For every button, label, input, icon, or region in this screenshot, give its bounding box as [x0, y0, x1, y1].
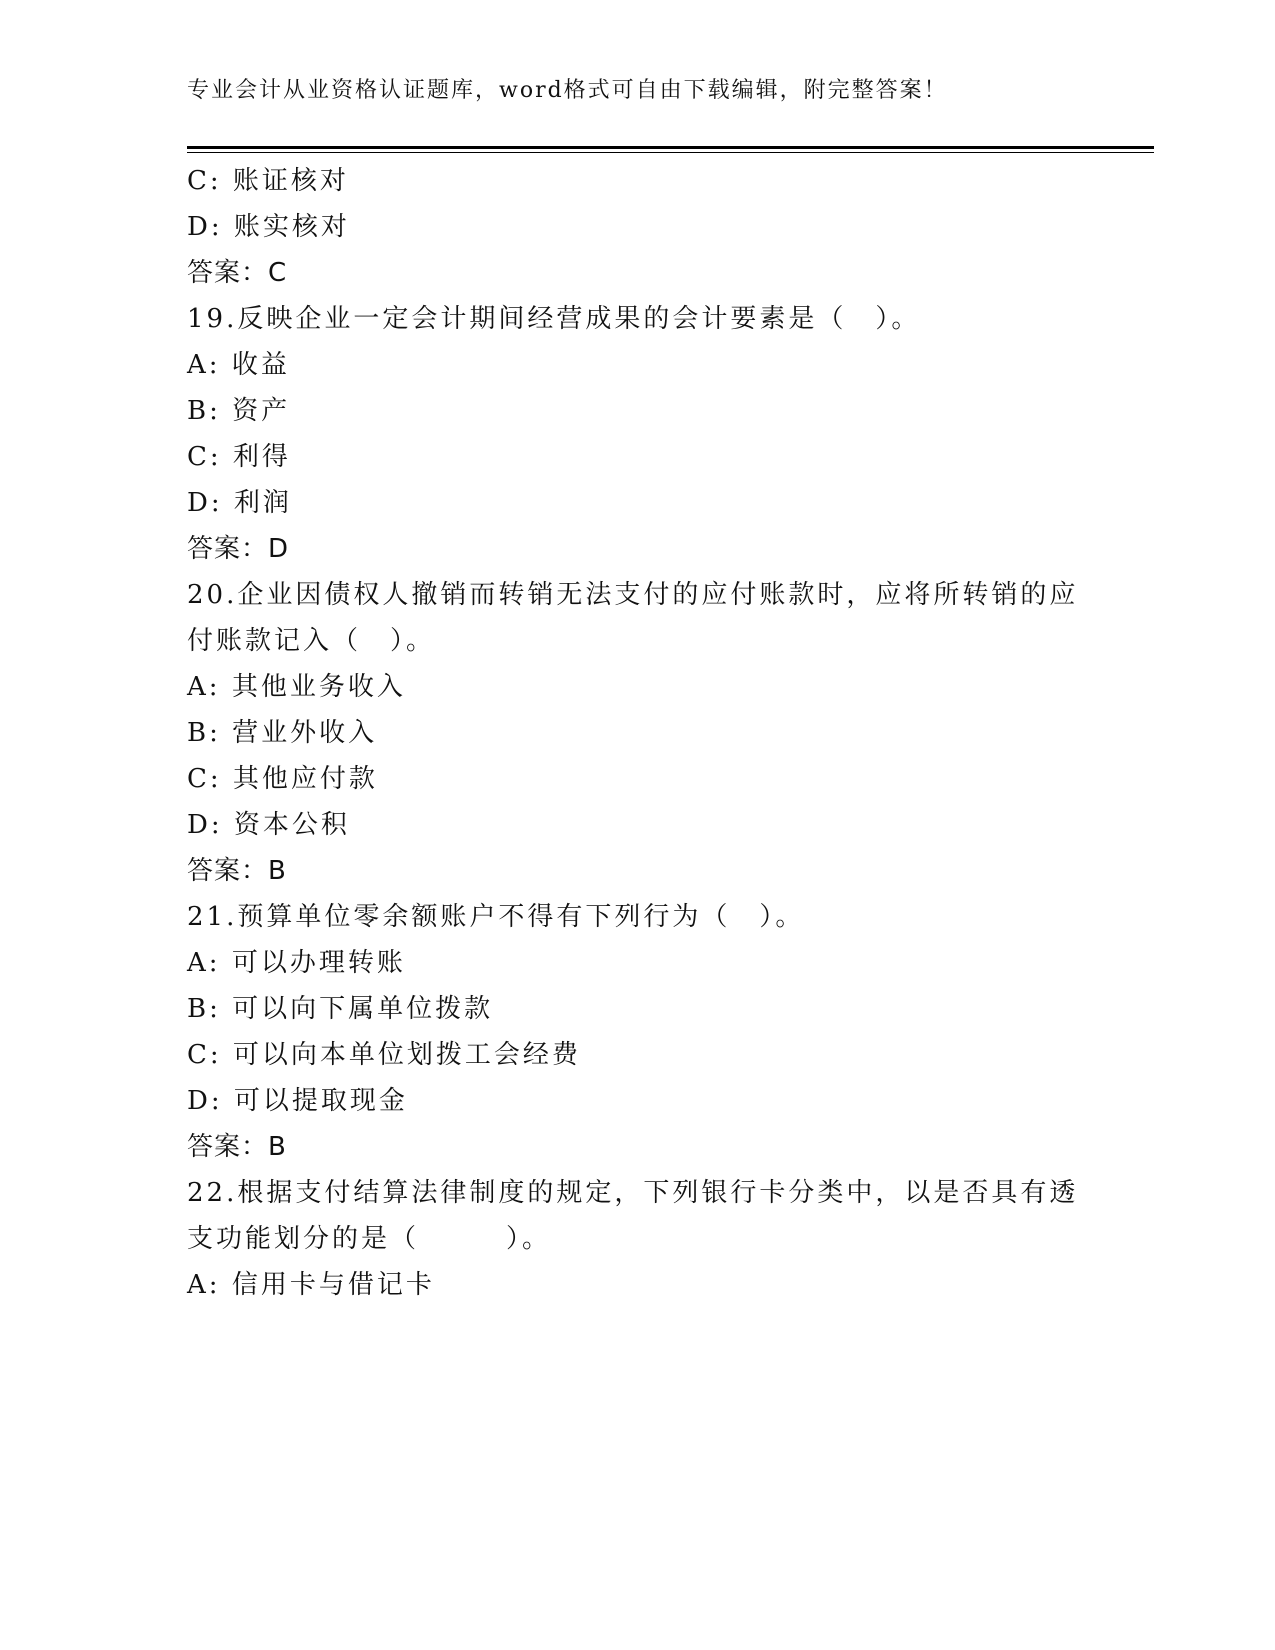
option-text: 可以向下属单位拨款: [232, 994, 494, 1024]
option-label: B:: [187, 396, 221, 426]
question-19: [187, 296, 1087, 572]
option-a: [187, 1262, 1087, 1308]
option-label: C:: [187, 764, 222, 794]
option-text: 信用卡与借记卡: [231, 1270, 435, 1300]
option-label: D:: [187, 212, 223, 242]
option-b: [187, 986, 1087, 1032]
option-d: [187, 802, 1087, 848]
option-a: [187, 940, 1087, 986]
question-stem: 20.企业因债权人撤销而转销无法支付的应付账款时，应将所转销的应: [187, 580, 1079, 610]
option-label: A:: [187, 350, 221, 380]
answer-line: 答案：C: [187, 258, 288, 288]
question-stem: 19.反映企业一定会计期间经营成果的会计要素是（ ）。: [187, 304, 921, 334]
option-text: 资本公积: [233, 810, 350, 840]
option-a: [187, 342, 1087, 388]
header-divider: [187, 146, 1154, 153]
answer-line: 答案：B: [187, 1132, 287, 1162]
option-label: D:: [187, 810, 223, 840]
option-d: [187, 204, 1087, 250]
question-stem: 21.预算单位零余额账户不得有下列行为（ ）。: [187, 902, 805, 932]
option-label: A:: [187, 1270, 221, 1300]
option-text: 账证核对: [232, 166, 349, 196]
option-c: [187, 434, 1087, 480]
option-label: D:: [187, 1086, 223, 1116]
option-b: [187, 710, 1087, 756]
question-content: [187, 158, 1087, 1308]
option-label: C:: [187, 442, 222, 472]
option-label: A:: [187, 672, 221, 702]
option-c: [187, 756, 1087, 802]
option-text: 可以提取现金: [233, 1086, 408, 1116]
option-text: 资产: [232, 396, 291, 426]
option-a: [187, 664, 1087, 710]
option-b: [187, 388, 1087, 434]
question-stem: 22.根据支付结算法律制度的规定，下列银行卡分类中，以是否具有透: [187, 1178, 1079, 1208]
option-label: C:: [187, 1040, 222, 1070]
option-text: 账实核对: [233, 212, 350, 242]
option-d: [187, 1078, 1087, 1124]
option-text: 收益: [231, 350, 290, 380]
question-21: [187, 894, 1087, 1170]
option-label: B:: [187, 718, 221, 748]
option-text: 可以向本单位划拨工会经费: [232, 1040, 581, 1070]
option-label: C:: [187, 166, 222, 196]
option-text: 可以办理转账: [231, 948, 406, 978]
option-label: D:: [187, 488, 223, 518]
option-d: [187, 480, 1087, 526]
option-label: B:: [187, 994, 221, 1024]
option-c: [187, 158, 1087, 204]
question-stem-continued: 付账款记入（ ）。: [187, 626, 436, 656]
option-label: A:: [187, 948, 221, 978]
question-20: [187, 572, 1087, 894]
answer-line: 答案：D: [187, 534, 290, 564]
option-text: 利得: [232, 442, 291, 472]
question-22: [187, 1170, 1087, 1308]
option-text: 利润: [233, 488, 292, 518]
option-text: 其他业务收入: [231, 672, 406, 702]
question-18-tail: [187, 158, 1087, 296]
question-stem-continued: 支功能划分的是（ ）。: [187, 1224, 552, 1254]
page-header: 专业会计从业资格认证题库，word格式可自由下载编辑，附完整答案！: [187, 78, 948, 103]
option-text: 其他应付款: [232, 764, 378, 794]
answer-line: 答案：B: [187, 856, 287, 886]
option-c: [187, 1032, 1087, 1078]
option-text: 营业外收入: [232, 718, 378, 748]
